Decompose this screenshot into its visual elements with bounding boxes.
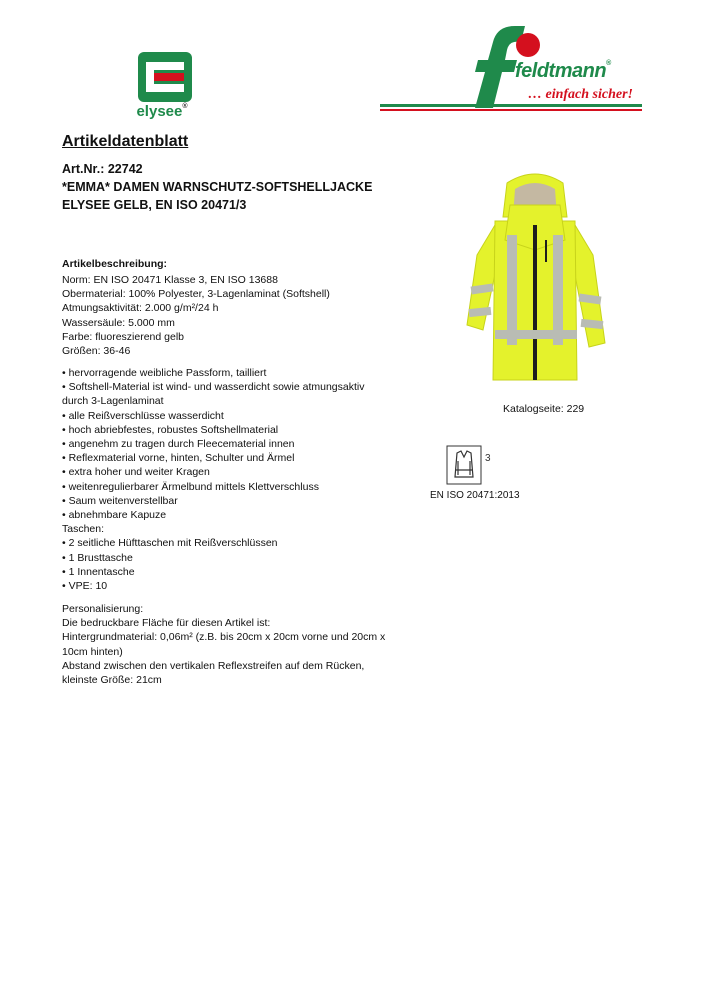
- spec-item: Obermaterial: 100% Polyester, 3-Lagenlaminat (Softshell): [62, 288, 330, 301]
- feature-item: • 1 Brusttasche: [62, 551, 133, 564]
- spec-item: Norm: EN ISO 20471 Klasse 3, EN ISO 13688: [62, 274, 278, 286]
- feature-item: • Reflexmaterial vorne, hinten, Schulter und Ärmel: [62, 452, 295, 465]
- feature-item: Taschen:: [62, 523, 105, 536]
- spec-item: Größen: 36-46: [62, 345, 131, 358]
- catalog-page: Katalogseite: 229: [503, 403, 585, 415]
- feature-item: • extra hoher und weiter Kragen: [62, 466, 210, 479]
- feature-item: • 2 seitliche Hüfttaschen mit Reißverschlüssen: [62, 537, 278, 550]
- pictogram-class: 3: [485, 453, 491, 464]
- personalisation-line: Abstand zwischen den vertikalen Reflexstreifen auf dem Rücken, kleinste Größe: 21cm: [62, 659, 365, 687]
- feature-item: • hervorragende weibliche Passform, tailliert: [62, 367, 267, 379]
- feature-list: [62, 366, 392, 593]
- jacket-product-image: [455, 165, 615, 390]
- feature-item: • weitenregulierbarer Ärmelbund mittels Klettverschluss: [62, 480, 319, 493]
- elysee-wordmark: elysee®: [136, 103, 188, 120]
- spec-list: [62, 273, 392, 358]
- feldtmann-wordmark: feldtmann®: [515, 60, 611, 82]
- spec-item: Atmungsaktivität: 2.000 g/m²/24 h: [62, 302, 219, 315]
- product-name-line-1: *EMMA* DAMEN WARNSCHUTZ-SOFTSHELLJACKE: [62, 180, 373, 194]
- spec-item: Wassersäule: 5.000 mm: [62, 316, 175, 329]
- personalisation-line: Die bedruckbare Fläche für diesen Artikel ist:: [62, 617, 271, 630]
- spec-item: Farbe: fluoreszierend gelb: [62, 330, 184, 343]
- personalisation-heading: Personalisierung:: [62, 603, 144, 615]
- article-number: Art.Nr.: 22742: [62, 162, 143, 176]
- product-name-line-2: ELYSEE GELB, EN ISO 20471/3: [62, 198, 247, 212]
- feature-item: • Saum weitenverstellbar: [62, 494, 178, 507]
- feature-item: • Softshell-Material ist wind- und wasserdicht sowie atmungsaktiv: [62, 381, 365, 394]
- pictogram-standard: EN ISO 20471:2013: [430, 490, 520, 501]
- feature-item: • VPE: 10: [62, 580, 108, 593]
- personalisation-line: Hintergrundmaterial: 0,06m² (z.B. bis 20cm x 20cm vorne und 20cm x 10cm hinten): [62, 631, 386, 658]
- feldtmann-slogan: … einfach sicher!: [528, 87, 633, 102]
- feature-item: • alle Reißverschlüsse wasserdicht: [62, 409, 224, 422]
- feature-item: durch 3-Lagenlaminat: [62, 395, 164, 408]
- hivis-class-pictogram: [446, 445, 498, 485]
- feature-item: • 1 Innentasche: [62, 565, 135, 578]
- personalisation-block: [62, 602, 388, 687]
- sheet-title: Artikeldatenblatt: [62, 133, 189, 150]
- feature-item: • angenehm zu tragen durch Fleecematerial innen: [62, 438, 295, 451]
- feature-item: • abnehmbare Kapuze: [62, 509, 167, 522]
- description-heading: Artikelbeschreibung:: [62, 258, 168, 270]
- feature-item: • hoch abriebfestes, robustes Softshellmaterial: [62, 423, 279, 436]
